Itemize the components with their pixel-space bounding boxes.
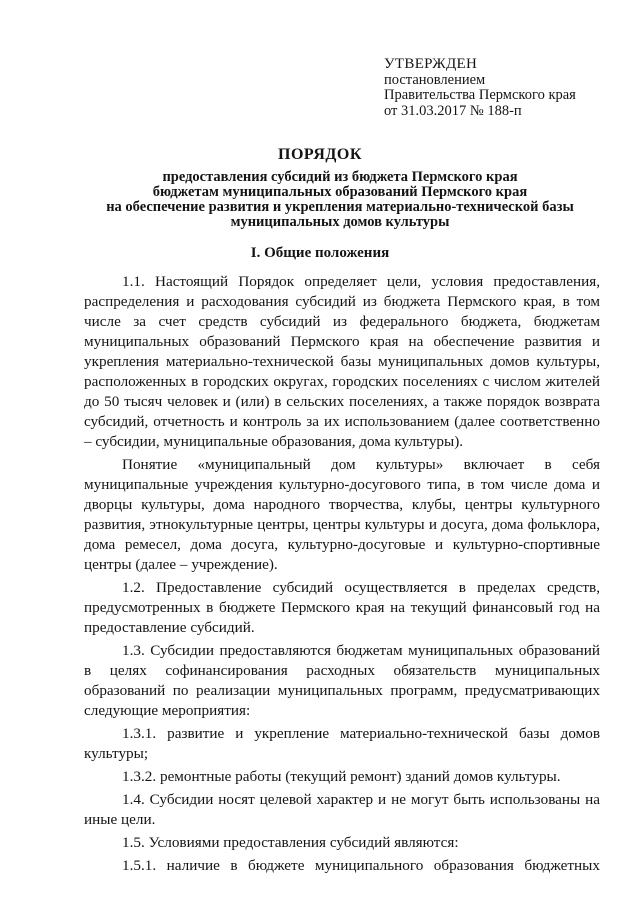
subtitle-line: муниципальных домов культуры [230, 214, 450, 230]
subtitle-line: предоставления субсидий из бюджета Пермского края [162, 169, 518, 185]
approval-line: постановлением [384, 71, 486, 88]
paragraph-1-5: 1.5. Условиями предоставления субсидий являются: [122, 834, 459, 851]
document-subtitle [60, 170, 620, 230]
document-title: ПОРЯДОК [278, 146, 362, 163]
paragraph-1-3-1: 1.3.1. развитие и укрепление материально-технической базы домов культуры; [84, 725, 600, 762]
paragraph-1-4: 1.4. Субсидии носят целевой характер и не могут быть использованы на иные цели. [84, 791, 600, 828]
section-heading: I. Общие положения [250, 245, 390, 261]
paragraph-1-5-1: 1.5.1. наличие в бюджете муниципального образования бюджетных [122, 857, 600, 874]
approval-line: Правительства Пермского края [384, 87, 576, 103]
approval-heading: УТВЕРЖДЕН [384, 56, 478, 72]
paragraph-1-2: 1.2. Предоставление субсидий осуществляется в пределах средств, предусмотренных в бюджете Пермского края на текущий финансовый год на предоставление субсидий. [84, 579, 600, 636]
approval-stamp [384, 57, 576, 119]
subtitle-line: бюджетам муниципальных образований Пермского края [152, 184, 528, 200]
paragraph-definition: Понятие «муниципальный дом культуры» включает в себя муниципальные учреждения культурно-досугового типа, в том числе дома и дворцы культуры, дома народного творчества, клубы, центры культурного развития, этнокультурные центры, центры культуры и досуга, дома фольклора, дома ремесел, дома досуга, культурно-досуговые и культурно-спортивные центры (далее – учреждение). [84, 456, 600, 573]
paragraph-1-3-2: 1.3.2. ремонтные работы (текущий ремонт) зданий домов культуры. [122, 768, 561, 785]
document-body [84, 272, 600, 879]
subtitle-line: на обеспечение развития и укрепления материально-технической базы [106, 199, 574, 215]
paragraph-1-3: 1.3. Субсидии предоставляются бюджетам муниципальных образований в целях софинансирования расходных обязательств муниципальных образований по реализации муниципальных программ, предусматривающих следующие мероприятия: [84, 642, 600, 719]
approval-date-number: от 31.03.2017 № 188-п [384, 102, 522, 119]
paragraph-1-1: 1.1. Настоящий Порядок определяет цели, условия предоставления, распределения и расходования субсидий из бюджета Пермского края, в том числе за счет средств субсидий из федерального бюджета, бюджетам муниципальных образований Пермского края на обеспечение развития и укрепления материально-технической базы муниципальных домов культуры, расположенных в городских округах, городских поселениях с числом жителей до 50 тысяч человек и (или) в сельских поселениях, а также порядок возврата субсидий, отчетность и контроль за их использованием (далее соответственно – субсидии, муниципальные образования, дома культуры). [84, 273, 600, 450]
